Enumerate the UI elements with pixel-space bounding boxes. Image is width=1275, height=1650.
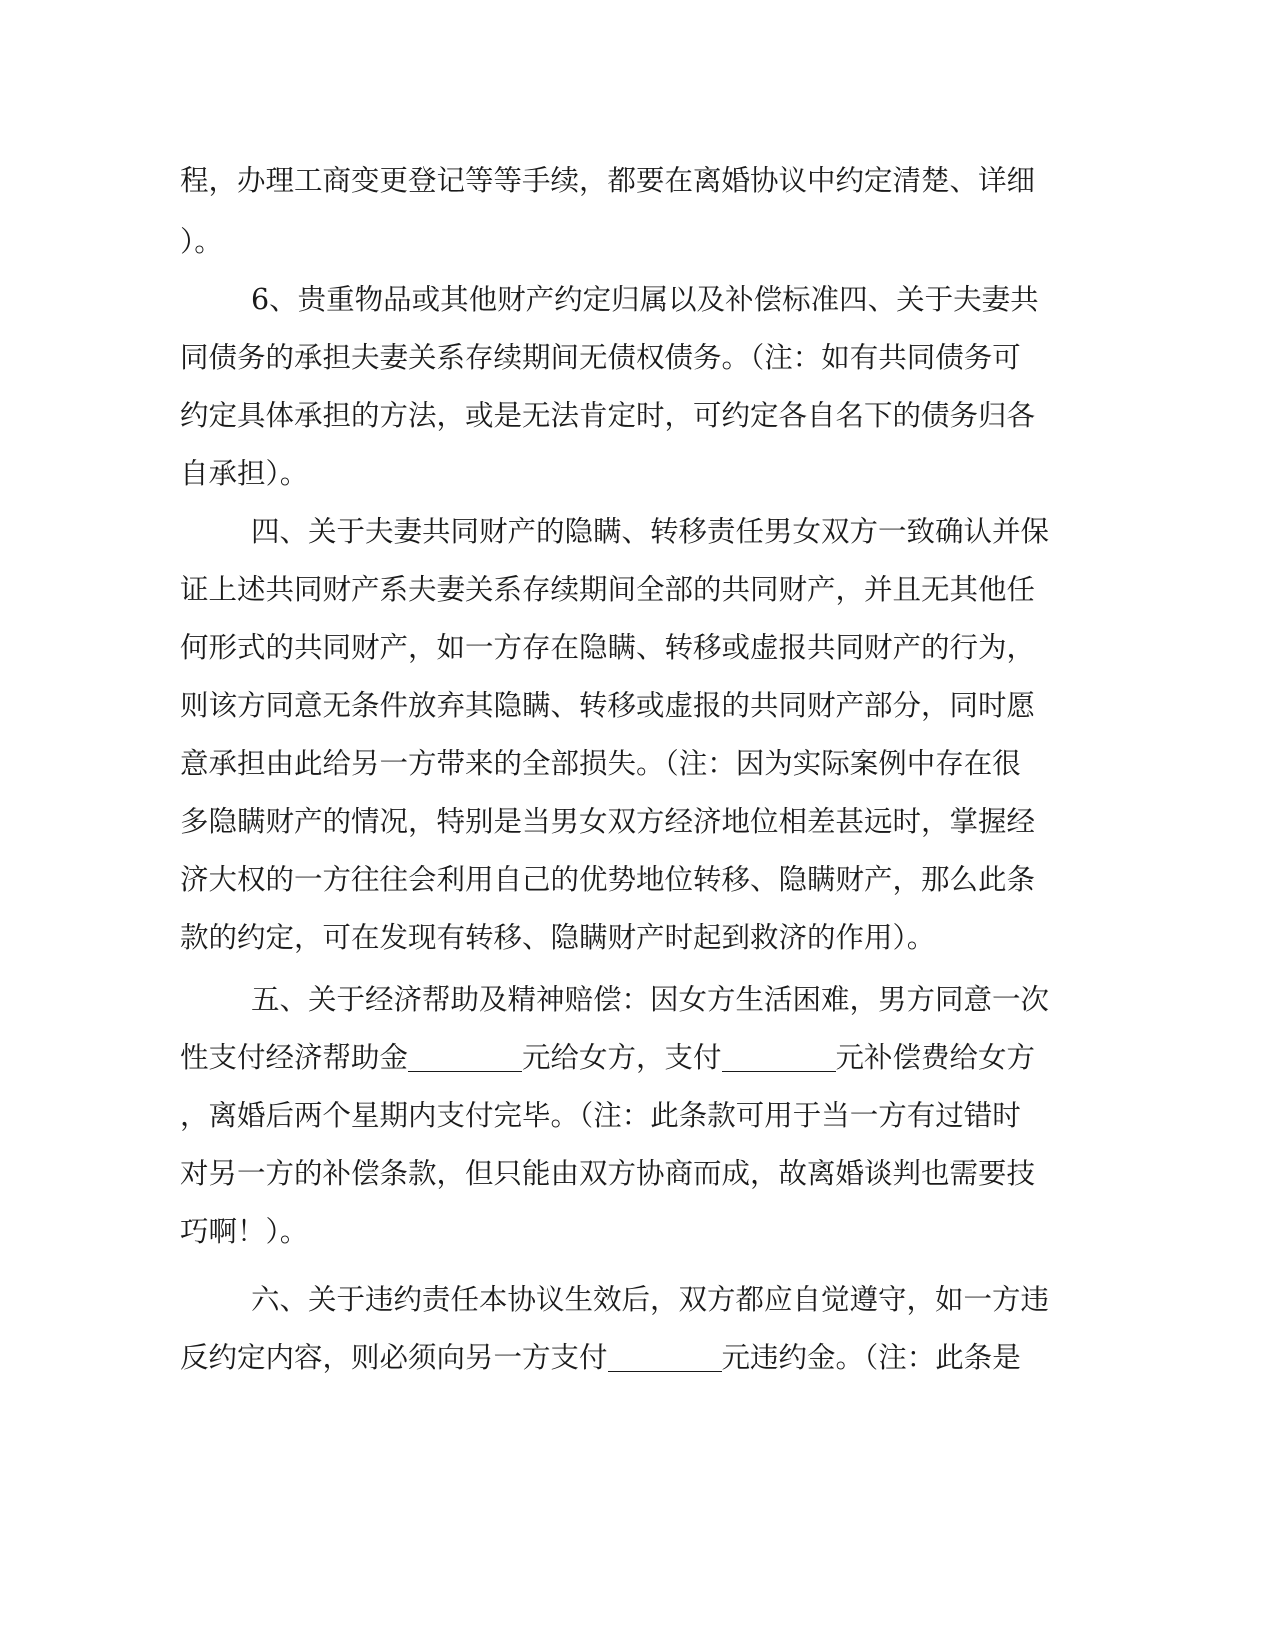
text-line (180, 804, 1035, 840)
text-segment: 约定具体承担的方法，或是无法肯定时，可约定各自名下的债务归各 (180, 399, 1036, 432)
text-segment: 多隐瞒财产的情况，特别是当男女双方经济地位相差甚远时，掌握经 (180, 805, 1036, 838)
fill-in-blank (608, 1345, 722, 1372)
text-segment: 程，办理工商变更登记等等手续，都要在离婚协议中约定清楚、详细 (180, 164, 1036, 197)
text-segment: 自承担）。 (180, 457, 309, 490)
text-line-with-blanks (180, 1040, 1035, 1076)
text-segment: 意承担由此给另一方带来的全部损失。（注：因为实际案例中存在很 (180, 747, 1021, 780)
text-line (180, 456, 308, 492)
paragraph-first-line (251, 982, 1049, 1018)
text-segment: 巧啊！）。 (180, 1215, 309, 1248)
text-segment: 元给女方，支付 (522, 1041, 722, 1074)
fill-in-blank (722, 1045, 836, 1072)
text-segment: 反约定内容，则必须向另一方支付 (180, 1341, 608, 1374)
text-segment: 则该方同意无条件放弃其隐瞒、转移或虚报的共同财产部分，同时愿 (180, 689, 1036, 722)
text-line (180, 920, 935, 956)
text-line (180, 224, 223, 260)
text-line (180, 688, 1035, 724)
text-segment: 证上述共同财产系夫妻关系存续期间全部的共同财产，并且无其他任 (180, 573, 1036, 606)
text-segment: 元违约金。（注：此条是 (721, 1341, 1021, 1374)
text-segment: 六、关于违约责任本协议生效后，双方都应自觉遵守，如一方违 (251, 1283, 1050, 1316)
text-segment: 6、贵重物品或其他财产约定归属以及补偿标准四、关于夫妻共 (251, 283, 1039, 316)
text-segment: ）。 (180, 225, 223, 258)
paragraph-first-line (251, 514, 1049, 550)
text-line (180, 163, 1035, 199)
text-segment: 同债务的承担夫妻关系存续期间无债权债务。（注：如有共同债务可 (180, 341, 1021, 374)
text-segment: ，离婚后两个星期内支付完毕。（注：此条款可用于当一方有过错时 (180, 1099, 1021, 1132)
text-line (180, 1156, 1035, 1192)
text-segment: 五、关于经济帮助及精神赔偿：因女方生活困难，男方同意一次 (251, 983, 1050, 1016)
text-line (180, 746, 1021, 782)
text-line (180, 572, 1035, 608)
paragraph-first-line (251, 1282, 1049, 1318)
text-line (180, 1098, 1021, 1134)
text-line-with-blanks (180, 1340, 1021, 1376)
text-segment: 何形式的共同财产，如一方存在隐瞒、转移或虚报共同财产的行为， (180, 631, 1036, 664)
text-segment: 济大权的一方往往会利用自己的优势地位转移、隐瞒财产，那么此条 (180, 863, 1036, 896)
text-segment: 四、关于夫妻共同财产的隐瞒、转移责任男女双方一致确认并保 (251, 515, 1050, 548)
text-segment: 款的约定，可在发现有转移、隐瞒财产时起到救济的作用）。 (180, 921, 936, 954)
text-line (180, 340, 1021, 376)
text-line (180, 1214, 308, 1250)
paragraph-first-line (251, 282, 1039, 318)
text-segment: 性支付经济帮助金 (180, 1041, 409, 1074)
text-segment: 元补偿费给女方 (835, 1041, 1036, 1074)
text-line (180, 398, 1035, 434)
text-line (180, 630, 1035, 666)
text-segment: 对另一方的补偿条款，但只能由双方协商而成，故离婚谈判也需要技 (180, 1157, 1036, 1190)
text-line (180, 862, 1035, 898)
fill-in-blank (408, 1045, 522, 1072)
